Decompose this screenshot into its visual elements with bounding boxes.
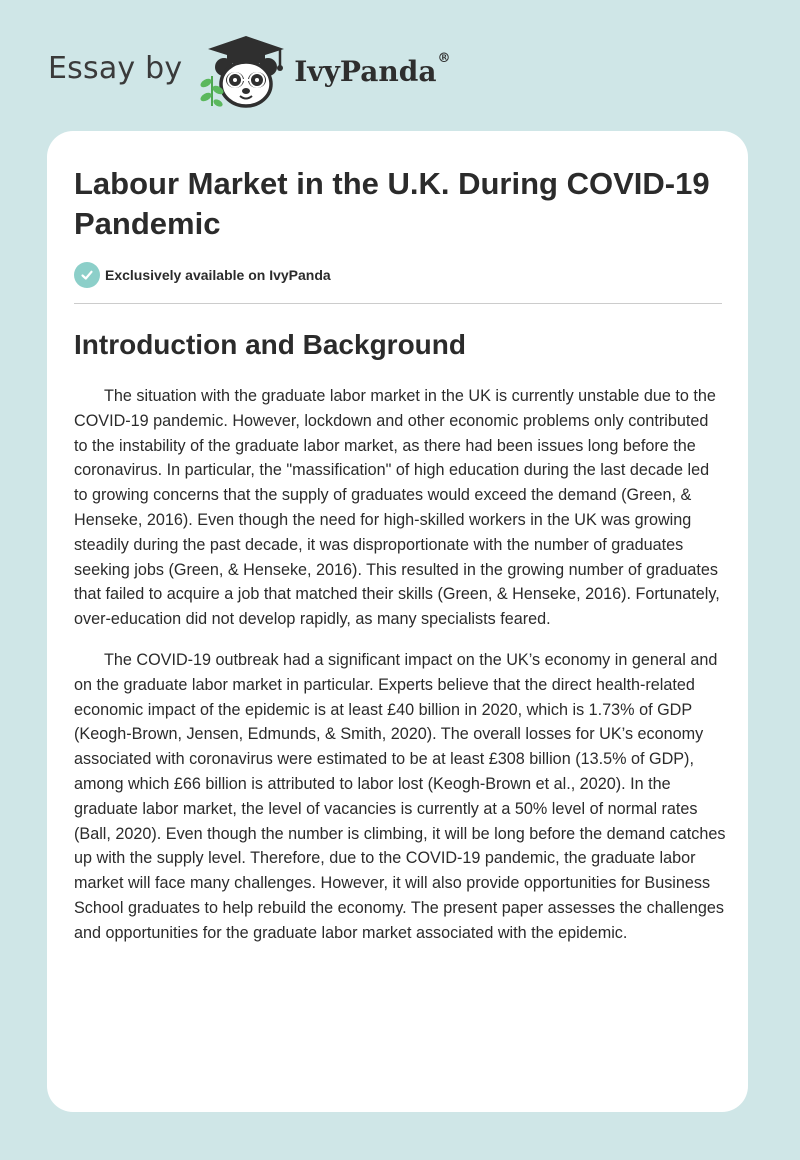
- paragraph-2: The COVID-19 outbreak had a significant impact on the UK’s economy in general and on the graduate labor market in particular. Experts believe that the direct health-related economic impact of the epidemic is at least £40 billion in 2020, which is 1.73% of GDP (Keogh-Brown, Jensen, Edmunds, & Smith, 2020). The overall losses for UK’s economy associated with coronavirus were estimated to be at least £308 billion (13.5% of GDP), among which £66 billion is attributed to labor lost (Keogh-Brown et al., 2020). In the graduate labor market, the level of vacancies is currently at a 50% level of normal rates (Ball, 2020). Even though the number is climbing, it will be long before the demand catches up with the supply level. Therefore, due to the COVID-19 pandemic, the graduate labor market will face many challenges. However, it will also provide opportunities for Business School graduates to help rebuild the economy. The present paper assesses the challenges and opportunities for the graduate labor market associated with the epidemic.: [74, 650, 726, 942]
- section-heading: Introduction and Background: [74, 329, 466, 360]
- exclusive-badge: [74, 262, 331, 288]
- panda-graduate-icon[interactable]: [196, 34, 288, 110]
- brand-name[interactable]: [294, 50, 451, 88]
- paragraph-1: The situation with the graduate labor market in the UK is currently unstable due to the COVID-19 pandemic. However, lockdown and other economic problems only contributed to the instability of the graduate labor market, as there had been issues long before the coronavirus. In particular, the "massification" of high education during the last decade led to growing concerns that the supply of graduates would exceed the demand (Green, & Henseke, 2016). Even though the need for high-skilled workers in the UK was growing steadily during the past decade, it was disproportionate with the number of graduates seeking jobs (Green, & Henseke, 2016). This resulted in the growing number of graduates that failed to acquire a job that matched their skills (Green, & Henseke, 2016). Fortunately, over-education did not develop rapidly, as many specialists feared.: [74, 387, 720, 629]
- site-header: [48, 34, 450, 110]
- exclusive-badge-text: Exclusively available on IvyPanda: [105, 267, 331, 283]
- brand-name-text: IvyPanda: [294, 54, 437, 88]
- registered-mark: ®: [437, 50, 451, 66]
- article-body: [74, 384, 726, 962]
- divider: [74, 303, 722, 304]
- essay-by-label: Essay by: [48, 50, 183, 86]
- article-card: [47, 131, 748, 1112]
- page-title: Labour Market in the U.K. During COVID-19 Pandemic: [74, 166, 710, 241]
- check-icon: [74, 262, 100, 288]
